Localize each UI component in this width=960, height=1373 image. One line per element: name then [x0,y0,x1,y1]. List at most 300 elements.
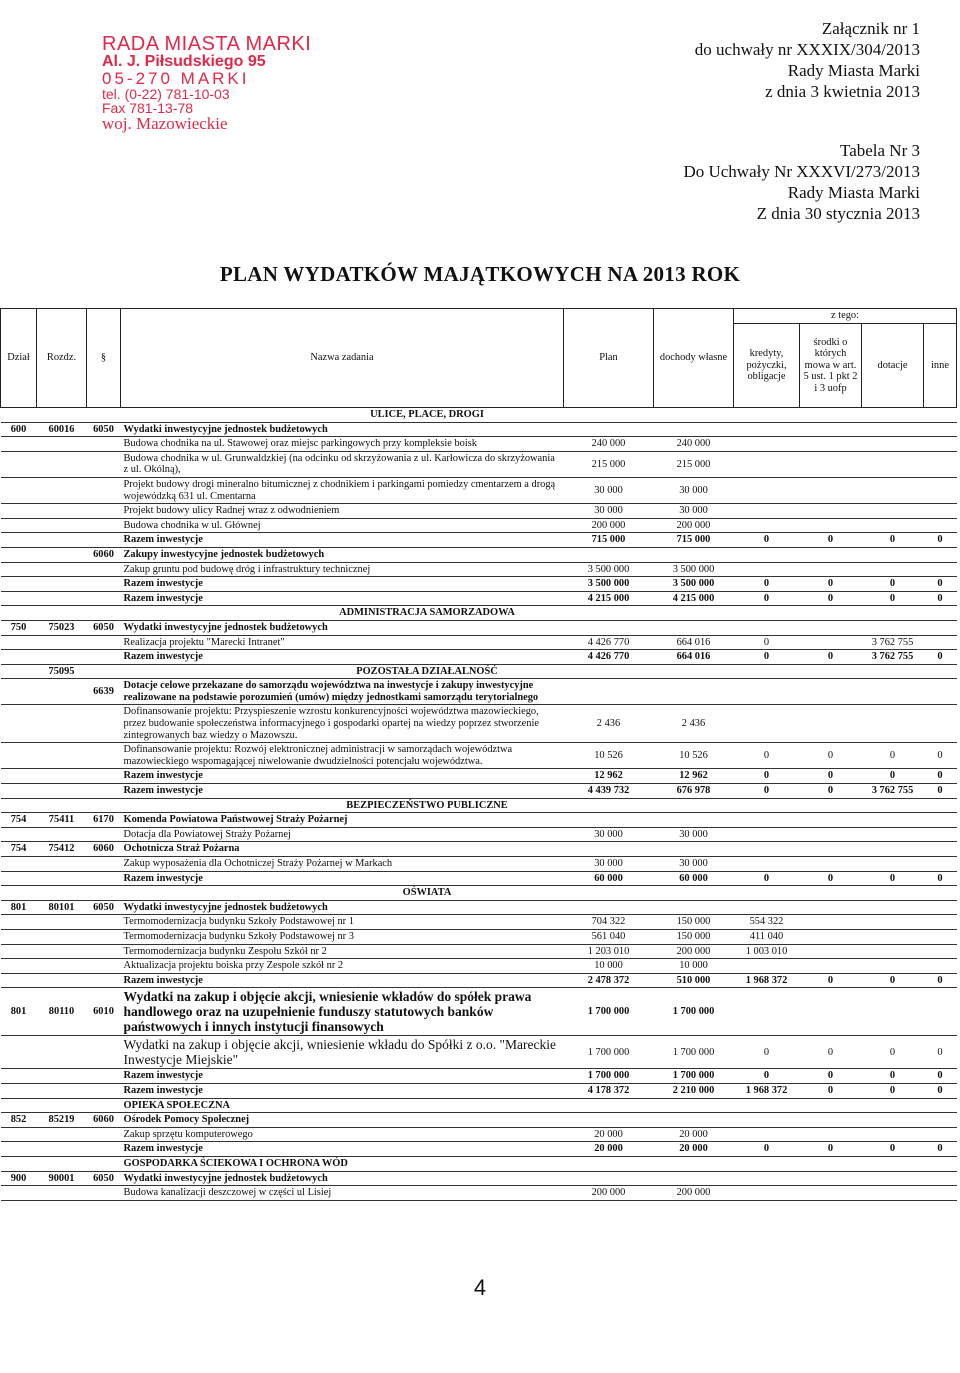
row-srodki: 0 [800,769,862,784]
row-paragraph [87,562,121,577]
row-dzial [1,827,37,842]
row-paragraph [87,635,121,650]
row-rozdzial [37,650,87,665]
row-kredyty [734,547,800,562]
row-dochody: 30 000 [654,477,734,503]
attachment-line: Rady Miasta Marki [787,61,920,80]
row-rozdzial [37,1156,87,1171]
table-row [1,1171,957,1186]
row-paragraph [87,784,121,799]
row-paragraph [87,518,121,533]
row-dzial: 801 [1,988,37,1036]
row-kredyty: 0 [734,591,800,606]
row-inne [924,620,957,635]
row-dzial: 754 [1,842,37,857]
row-srodki [800,1127,862,1142]
row-plan: 30 000 [564,857,654,872]
row-dzial [1,679,37,705]
row-rozdzial [37,679,87,705]
table-row [1,1069,957,1084]
section-blank [734,886,957,901]
row-dochody: 664 016 [654,650,734,665]
stamp-line: tel. (0-22) 781-10-03 [102,86,230,102]
row-rozdzial [37,518,87,533]
row-dochody: 30 000 [654,827,734,842]
row-rozdzial [37,959,87,974]
row-paragraph [87,1083,121,1098]
row-rozdzial [37,606,87,621]
row-dzial [1,533,37,548]
row-kredyty: 0 [734,784,800,799]
row-paragraph: 6639 [87,679,121,705]
row-plan: 3 500 000 [564,562,654,577]
row-rozdzial [37,547,87,562]
row-inne: 0 [924,1142,957,1157]
row-dzial [1,451,37,477]
row-kredyty: 0 [734,743,800,769]
row-dochody: 30 000 [654,504,734,519]
row-task-name: Razem inwestycje [121,650,564,665]
table-row [1,650,957,665]
row-kredyty [734,477,800,503]
row-dotacje [862,842,924,857]
row-rozdzial: 75023 [37,620,87,635]
row-kredyty [734,504,800,519]
row-dochody: 3 500 000 [654,577,734,592]
row-kredyty [734,988,800,1036]
row-rozdzial [37,477,87,503]
table-row [1,533,957,548]
table-row [1,664,957,679]
row-dotacje: 0 [862,743,924,769]
section-blank [734,798,957,813]
row-plan [564,620,654,635]
row-paragraph [87,1127,121,1142]
row-dotacje: 0 [862,769,924,784]
row-plan [564,813,654,828]
row-rozdzial [37,408,87,423]
row-rozdzial [37,1069,87,1084]
row-rozdzial [37,1098,87,1113]
row-inne: 0 [924,1069,957,1084]
table-row [1,451,957,477]
section-heading: OPIEKA SPOŁECZNA [121,1098,734,1113]
row-rozdzial [37,973,87,988]
row-dzial: 754 [1,813,37,828]
row-srodki: 0 [800,1069,862,1084]
row-rozdzial [37,1127,87,1142]
row-paragraph [87,743,121,769]
row-plan: 1 700 000 [564,1036,654,1069]
row-paragraph [87,973,121,988]
row-dzial [1,408,37,423]
table-row [1,1156,957,1171]
row-paragraph [87,769,121,784]
row-dzial [1,929,37,944]
row-paragraph [87,857,121,872]
row-rozdzial [37,769,87,784]
row-paragraph [87,1186,121,1201]
row-task-name: Aktualizacja projektu boiska przy Zespole szkół nr 2 [121,959,564,974]
row-dzial [1,871,37,886]
row-task-name: Zakup wyposażenia dla Ochotniczej Straży Pożarnej w Markach [121,857,564,872]
row-dochody: 1 700 000 [654,1036,734,1069]
row-dotacje [862,437,924,452]
row-plan: 4 426 770 [564,650,654,665]
row-paragraph: 6050 [87,900,121,915]
row-srodki [800,988,862,1036]
row-rozdzial [37,743,87,769]
row-rozdzial [37,577,87,592]
row-srodki: 0 [800,1142,862,1157]
row-kredyty [734,842,800,857]
row-srodki [800,705,862,743]
row-task-name: Projekt budowy drogi mineralno bitumicznej z chodnikiem i parkingami pomiedzy cmentarzem a drogą wojewódzką 631 ul. Cmentarna [121,477,564,503]
row-plan: 12 962 [564,769,654,784]
row-dzial [1,705,37,743]
row-srodki [800,813,862,828]
row-plan: 1 700 000 [564,988,654,1036]
row-srodki [800,620,862,635]
section-blank [734,1156,957,1171]
table-row [1,518,957,533]
row-paragraph [87,915,121,930]
row-dzial [1,1036,37,1069]
row-task-name: Razem inwestycje [121,784,564,799]
row-dochody [654,842,734,857]
row-dotacje [862,1113,924,1128]
row-dotacje [862,518,924,533]
attachment-header [695,18,920,102]
row-rozdzial [37,591,87,606]
table-row [1,743,957,769]
section-heading: OŚWIATA [121,886,734,901]
row-task-name: Zakupy inwestycyjne jednostek budżetowych [121,547,564,562]
row-dotacje [862,422,924,437]
row-task-name: Termomodernizacja budynku Szkoły Podstawowej nr 1 [121,915,564,930]
row-dotacje [862,1186,924,1201]
row-inne [924,1113,957,1128]
row-dzial [1,650,37,665]
row-dochody [654,1113,734,1128]
row-dzial [1,1156,37,1171]
row-task-name: Termomodernizacja budynku Zespołu Szkół nr 2 [121,944,564,959]
header-dotacje: dotacje [862,324,924,408]
row-dzial [1,857,37,872]
row-plan: 200 000 [564,1186,654,1201]
table-row [1,886,957,901]
row-srodki [800,1186,862,1201]
row-kredyty: 0 [734,1036,800,1069]
row-srodki: 0 [800,784,862,799]
row-dotacje [862,1127,924,1142]
row-dotacje [862,477,924,503]
row-srodki: 0 [800,577,862,592]
row-dzial [1,1098,37,1113]
row-dochody: 200 000 [654,1186,734,1201]
row-paragraph [87,451,121,477]
row-inne: 0 [924,784,957,799]
row-paragraph: 6050 [87,620,121,635]
row-dochody [654,900,734,915]
row-task-name: Razem inwestycje [121,577,564,592]
row-dochody: 150 000 [654,915,734,930]
section-heading: POZOSTAŁA DZIAŁALNOŚĆ [121,664,734,679]
row-plan [564,1113,654,1128]
row-task-name: Wydatki inwestycyjne jednostek budżetowych [121,1171,564,1186]
row-inne: 0 [924,743,957,769]
row-task-name: Ośrodek Pomocy Społecznej [121,1113,564,1128]
row-srodki [800,477,862,503]
row-dzial [1,591,37,606]
section-blank [734,664,957,679]
row-srodki: 0 [800,533,862,548]
row-paragraph [87,1036,121,1069]
row-rozdzial: 80101 [37,900,87,915]
row-kredyty: 0 [734,650,800,665]
table-row [1,784,957,799]
table-row [1,959,957,974]
row-paragraph [87,408,121,423]
row-paragraph [87,871,121,886]
row-dochody [654,547,734,562]
row-dochody: 30 000 [654,857,734,872]
attachment-line: do uchwały nr XXXIX/304/2013 [694,40,920,59]
row-dotacje: 0 [862,1036,924,1069]
row-rozdzial [37,798,87,813]
row-plan: 4 439 732 [564,784,654,799]
row-srodki [800,1171,862,1186]
row-plan: 1 203 010 [564,944,654,959]
row-task-name: Dofinansowanie projektu: Rozwój elektronicznej administracji w samorządach województwa mazowieckiego wspomagającej niwelowanie dwudzielności potencjału województwa. [121,743,564,769]
table-row [1,842,957,857]
row-dotacje [862,857,924,872]
row-plan: 3 500 000 [564,577,654,592]
row-plan [564,422,654,437]
row-inne: 0 [924,1036,957,1069]
row-plan: 10 526 [564,743,654,769]
header-srodki: środki o których mowa w art. 5 ust. 1 pkt 2 i 3 uofp [800,324,862,408]
row-kredyty [734,562,800,577]
row-kredyty: 554 322 [734,915,800,930]
row-paragraph [87,1142,121,1157]
row-paragraph: 6010 [87,988,121,1036]
row-dochody: 240 000 [654,437,734,452]
stamp-line: woj. Mazowieckie [102,114,228,133]
row-srodki [800,915,862,930]
row-dochody: 12 962 [654,769,734,784]
table-row [1,871,957,886]
row-rozdzial [37,929,87,944]
row-dotacje: 0 [862,591,924,606]
row-rozdzial: 80110 [37,988,87,1036]
row-dotacje [862,929,924,944]
row-dochody: 676 978 [654,784,734,799]
row-rozdzial [37,533,87,548]
row-paragraph [87,606,121,621]
row-dotacje: 0 [862,577,924,592]
row-inne [924,1186,957,1201]
row-task-name: Dotacje celowe przekazane do samorządu województwa na inwestycje i zakupy inwestycyjne realizowane na podstawie porozumień (umów) między jednostkami samorządu terytorialnego [121,679,564,705]
row-task-name: Zakup gruntu pod budowę dróg i infrastruktury technicznej [121,562,564,577]
header-plan: Plan [564,309,654,408]
section-blank [734,606,957,621]
row-inne: 0 [924,650,957,665]
row-inne [924,705,957,743]
row-plan: 20 000 [564,1142,654,1157]
row-paragraph [87,504,121,519]
row-dotacje [862,620,924,635]
row-dzial [1,547,37,562]
row-dotacje: 0 [862,973,924,988]
table-reference [683,140,920,224]
row-plan: 704 322 [564,915,654,930]
row-dzial [1,1127,37,1142]
row-dotacje: 3 762 755 [862,784,924,799]
row-dzial: 750 [1,620,37,635]
table-row [1,827,957,842]
row-task-name: Razem inwestycje [121,591,564,606]
row-dzial [1,606,37,621]
row-dochody: 215 000 [654,451,734,477]
row-paragraph [87,705,121,743]
row-inne [924,422,957,437]
row-dzial [1,959,37,974]
row-plan: 2 478 372 [564,973,654,988]
table-row [1,988,957,1036]
table-body [1,408,957,1201]
row-task-name: Wydatki na zakup i objęcie akcji, wniesienie wkładów do spółek prawa handlowego oraz na uzupełnienie funduszy statutowych banków państwowych i innych instytucji finansowych [121,988,564,1036]
row-dzial [1,973,37,988]
row-dzial [1,437,37,452]
header-kredyty: kredyty, pożyczki, obligacje [734,324,800,408]
row-dotacje: 0 [862,1142,924,1157]
row-dochody [654,813,734,828]
row-paragraph [87,577,121,592]
row-kredyty: 411 040 [734,929,800,944]
row-kredyty [734,1127,800,1142]
row-dotacje [862,944,924,959]
row-dzial [1,504,37,519]
table-row [1,437,957,452]
row-srodki [800,944,862,959]
row-srodki: 0 [800,591,862,606]
row-task-name: Wydatki inwestycyjne jednostek budżetowych [121,422,564,437]
row-srodki [800,842,862,857]
row-dzial: 852 [1,1113,37,1128]
row-kredyty: 0 [734,533,800,548]
row-paragraph [87,886,121,901]
row-srodki: 0 [800,871,862,886]
row-dochody: 20 000 [654,1127,734,1142]
row-kredyty [734,900,800,915]
section-heading: GOSPODARKA ŚCIEKOWA I OCHRONA WÓD [121,1156,734,1171]
table-row [1,547,957,562]
row-inne: 0 [924,577,957,592]
row-srodki [800,959,862,974]
council-stamp [102,34,311,132]
row-kredyty: 0 [734,1142,800,1157]
row-kredyty [734,813,800,828]
row-dotacje: 0 [862,1083,924,1098]
row-inne [924,562,957,577]
row-dzial: 801 [1,900,37,915]
row-dzial [1,798,37,813]
section-blank [734,408,957,423]
table-row [1,1098,957,1113]
table-row [1,635,957,650]
row-plan: 200 000 [564,518,654,533]
row-paragraph [87,929,121,944]
table-row [1,591,957,606]
row-task-name: Razem inwestycje [121,871,564,886]
row-srodki [800,827,862,842]
table-row [1,504,957,519]
row-task-name: Razem inwestycje [121,1069,564,1084]
row-srodki [800,504,862,519]
row-dzial [1,886,37,901]
section-heading: BEZPIECZEŃSTWO PUBLICZNE [121,798,734,813]
row-dzial [1,784,37,799]
row-dzial [1,1083,37,1098]
row-srodki [800,857,862,872]
row-plan: 30 000 [564,504,654,519]
row-paragraph [87,650,121,665]
row-dochody: 10 000 [654,959,734,974]
row-plan [564,547,654,562]
row-srodki [800,679,862,705]
row-dochody: 2 436 [654,705,734,743]
header-paragraph: § [87,309,121,408]
row-paragraph [87,959,121,974]
row-task-name: Komenda Powiatowa Państwowej Straży Pożarnej [121,813,564,828]
row-paragraph [87,591,121,606]
row-plan [564,679,654,705]
row-srodki [800,562,862,577]
row-srodki: 0 [800,650,862,665]
row-rozdzial: 75095 [37,664,87,679]
header-rozdz: Rozdz. [37,309,87,408]
row-srodki [800,635,862,650]
section-heading: ULICE, PLACE, DROGI [121,408,734,423]
row-paragraph [87,533,121,548]
row-dotacje: 0 [862,1069,924,1084]
row-inne [924,635,957,650]
row-kredyty [734,679,800,705]
row-paragraph: 6060 [87,547,121,562]
row-dochody: 200 000 [654,944,734,959]
row-paragraph [87,1069,121,1084]
header-inne: inne [924,324,957,408]
row-plan: 715 000 [564,533,654,548]
row-inne [924,929,957,944]
table-row [1,973,957,988]
row-dzial [1,562,37,577]
page-number: 4 [473,1275,487,1300]
row-kredyty [734,437,800,452]
row-rozdzial [37,1142,87,1157]
table-row [1,798,957,813]
row-srodki [800,547,862,562]
row-dotacje [862,547,924,562]
row-inne [924,827,957,842]
row-paragraph [87,477,121,503]
row-rozdzial [37,1036,87,1069]
row-rozdzial [37,1186,87,1201]
row-inne [924,857,957,872]
stamp-line: Fax 781-13-78 [102,100,194,116]
row-dzial [1,518,37,533]
